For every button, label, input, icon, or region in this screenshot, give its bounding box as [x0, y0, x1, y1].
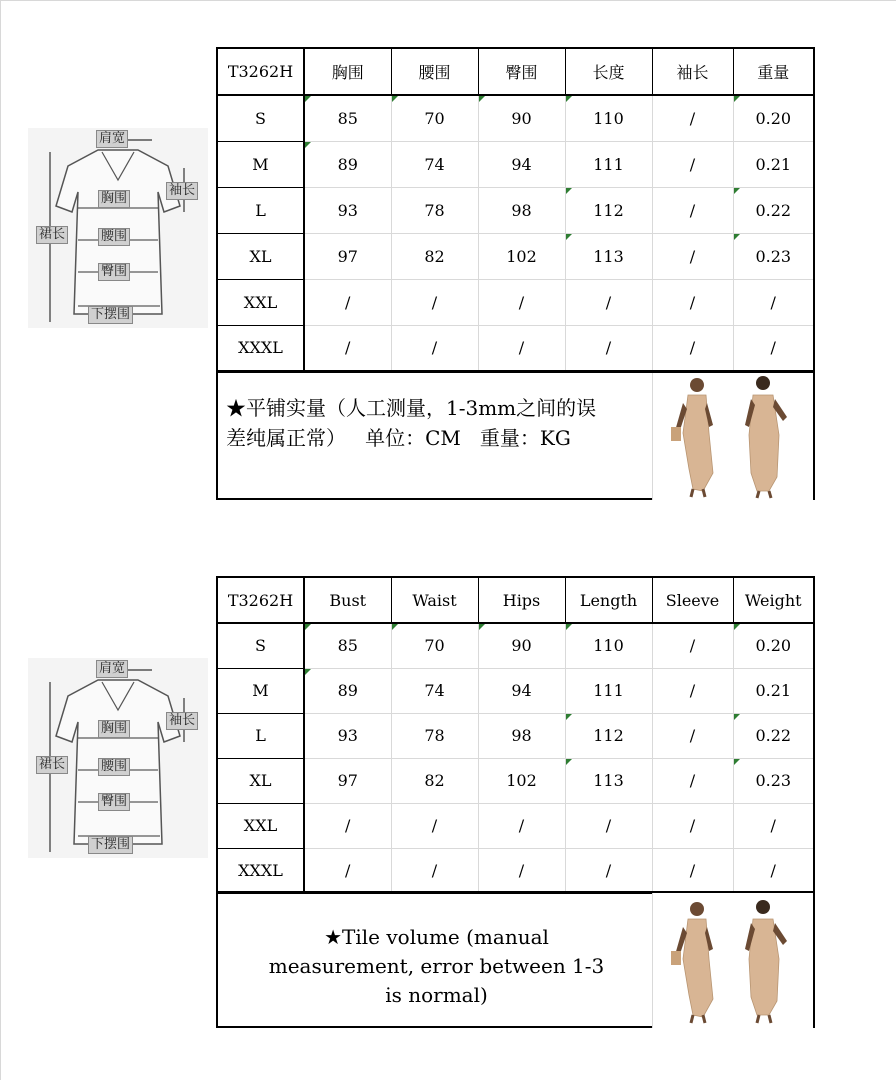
size-table-cn — [216, 47, 815, 372]
length-cell: / — [565, 803, 652, 848]
sleeve-header: 袖长 — [652, 48, 733, 95]
garment-diagram-en — [28, 658, 208, 858]
size-cell: XXL — [217, 279, 304, 325]
waist-cell: 78 — [391, 713, 478, 758]
hips-cell: 102 — [478, 758, 565, 803]
size-cell: S — [217, 623, 304, 668]
sleeve-cell: / — [652, 233, 733, 279]
size-cell: XL — [217, 758, 304, 803]
weight-cell: 0.21 — [733, 141, 814, 187]
size-cell: XXXL — [217, 325, 304, 371]
length-header: 长度 — [565, 48, 652, 95]
weight-cell: 0.23 — [733, 758, 814, 803]
length-cell: 113 — [565, 233, 652, 279]
table-row — [217, 713, 814, 758]
waist-header: Waist — [391, 577, 478, 623]
size-cell: S — [217, 95, 304, 141]
length-cell: 112 — [565, 713, 652, 758]
length-cell: / — [565, 279, 652, 325]
hem-label: 下摆围 — [88, 836, 133, 854]
length-cell: 113 — [565, 758, 652, 803]
size-cell: XXL — [217, 803, 304, 848]
waist-cell: / — [391, 325, 478, 371]
length-cell: / — [565, 325, 652, 371]
bust-cell: 93 — [304, 713, 391, 758]
table-row — [217, 141, 814, 187]
table-row — [217, 758, 814, 803]
size-table-en — [216, 576, 815, 894]
table-row — [217, 325, 814, 371]
sleeve-cell: / — [652, 713, 733, 758]
hips-header: Hips — [478, 577, 565, 623]
weight-cell: 0.20 — [733, 623, 814, 668]
model-photo-icon — [653, 893, 813, 1028]
bust-header: 胸围 — [304, 48, 391, 95]
bust-cell: 97 — [304, 233, 391, 279]
weight-header: 重量 — [733, 48, 814, 95]
table-row — [217, 803, 814, 848]
waist-cell: 70 — [391, 623, 478, 668]
hips-cell: 94 — [478, 668, 565, 713]
length-cell: / — [565, 848, 652, 893]
hips-cell: 98 — [478, 713, 565, 758]
bust-cell: / — [304, 279, 391, 325]
hips-cell: / — [478, 325, 565, 371]
hips-cell: 90 — [478, 623, 565, 668]
sleeve-cell: / — [652, 758, 733, 803]
bust-cell: 85 — [304, 623, 391, 668]
chest-label: 胸围 — [98, 190, 130, 208]
note-line-2: measurement, error between 1-3 — [268, 954, 605, 978]
weight-header: Weight — [733, 577, 814, 623]
weight-cell: / — [733, 848, 814, 893]
length-cell: 111 — [565, 141, 652, 187]
sleeve-label: 袖长 — [166, 712, 198, 730]
size-cell: M — [217, 141, 304, 187]
length-cell: 110 — [565, 623, 652, 668]
measurement-note-en — [216, 891, 815, 1028]
waist-label: 腰围 — [98, 228, 130, 246]
shoulder-label: 肩宽 — [96, 660, 128, 678]
hips-cell: 98 — [478, 187, 565, 233]
waist-cell: 70 — [391, 95, 478, 141]
shoulder-label: 肩宽 — [96, 130, 128, 148]
bust-cell: / — [304, 848, 391, 893]
model-code-header: T3262H — [217, 577, 304, 623]
table-header-row — [217, 577, 814, 623]
length-label: 裙长 — [36, 226, 68, 244]
waist-header: 腰围 — [391, 48, 478, 95]
weight-cell: 0.22 — [733, 187, 814, 233]
sleeve-label: 袖长 — [166, 182, 198, 200]
waist-cell: / — [391, 848, 478, 893]
garment-diagram-cn — [28, 128, 208, 328]
hips-header: 臀围 — [478, 48, 565, 95]
bust-cell: 93 — [304, 187, 391, 233]
weight-cell: 0.22 — [733, 713, 814, 758]
model-photo-icon — [653, 373, 813, 500]
length-header: Length — [565, 577, 652, 623]
weight-cell: 0.21 — [733, 668, 814, 713]
waist-label: 腰围 — [98, 758, 130, 776]
frame-top — [0, 0, 896, 1]
table-row — [217, 233, 814, 279]
waist-cell: 82 — [391, 758, 478, 803]
bust-cell: 89 — [304, 668, 391, 713]
length-label: 裙长 — [36, 756, 68, 774]
waist-cell: / — [391, 279, 478, 325]
model-photos — [652, 893, 813, 1028]
sleeve-cell: / — [652, 141, 733, 187]
sleeve-cell: / — [652, 668, 733, 713]
note-line-1: ★Tile volume (manual — [324, 925, 549, 949]
note-line-1: ★平铺实量（人工测量，1-3mm之间的误 — [226, 396, 597, 420]
sleeve-cell: / — [652, 95, 733, 141]
bust-cell: 85 — [304, 95, 391, 141]
waist-cell: 74 — [391, 668, 478, 713]
length-cell: 110 — [565, 95, 652, 141]
model-code-header: T3262H — [217, 48, 304, 95]
hips-cell: / — [478, 279, 565, 325]
table-row — [217, 187, 814, 233]
weight-cell: 0.23 — [733, 233, 814, 279]
table-row — [217, 279, 814, 325]
hips-cell: 90 — [478, 95, 565, 141]
hips-cell: / — [478, 848, 565, 893]
sleeve-cell: / — [652, 803, 733, 848]
chest-label: 胸围 — [98, 720, 130, 738]
waist-cell: 78 — [391, 187, 478, 233]
weight-cell: / — [733, 803, 814, 848]
hem-label: 下摆围 — [88, 306, 133, 324]
weight-cell: / — [733, 279, 814, 325]
size-cell: XXXL — [217, 848, 304, 893]
size-cell: M — [217, 668, 304, 713]
note-line-3: is normal) — [385, 983, 488, 1007]
length-cell: 112 — [565, 187, 652, 233]
note-text-block — [218, 923, 655, 1010]
table-row — [217, 95, 814, 141]
sleeve-header: Sleeve — [652, 577, 733, 623]
table-header-row — [217, 48, 814, 95]
bust-header: Bust — [304, 577, 391, 623]
bust-cell: / — [304, 325, 391, 371]
weight-cell: 0.20 — [733, 95, 814, 141]
hips-cell: 102 — [478, 233, 565, 279]
table-row — [217, 848, 814, 893]
hips-cell: 94 — [478, 141, 565, 187]
table-row — [217, 668, 814, 713]
sleeve-cell: / — [652, 279, 733, 325]
note-line-2: 差纯属正常） 单位：CM 重量：KG — [226, 426, 571, 450]
table-row — [217, 623, 814, 668]
hip-label: 臀围 — [98, 793, 130, 811]
weight-cell: / — [733, 325, 814, 371]
sleeve-cell: / — [652, 187, 733, 233]
sleeve-cell: / — [652, 848, 733, 893]
bust-cell: / — [304, 803, 391, 848]
sleeve-cell: / — [652, 325, 733, 371]
bust-cell: 89 — [304, 141, 391, 187]
length-cell: 111 — [565, 668, 652, 713]
hips-cell: / — [478, 803, 565, 848]
waist-cell: 82 — [391, 233, 478, 279]
waist-cell: 74 — [391, 141, 478, 187]
bust-cell: 97 — [304, 758, 391, 803]
frame-left — [0, 0, 1, 1080]
model-photos — [652, 373, 813, 500]
size-cell: XL — [217, 233, 304, 279]
size-cell: L — [217, 187, 304, 233]
measurement-note-cn — [216, 371, 815, 500]
waist-cell: / — [391, 803, 478, 848]
sleeve-cell: / — [652, 623, 733, 668]
hip-label: 臀围 — [98, 263, 130, 281]
size-cell: L — [217, 713, 304, 758]
